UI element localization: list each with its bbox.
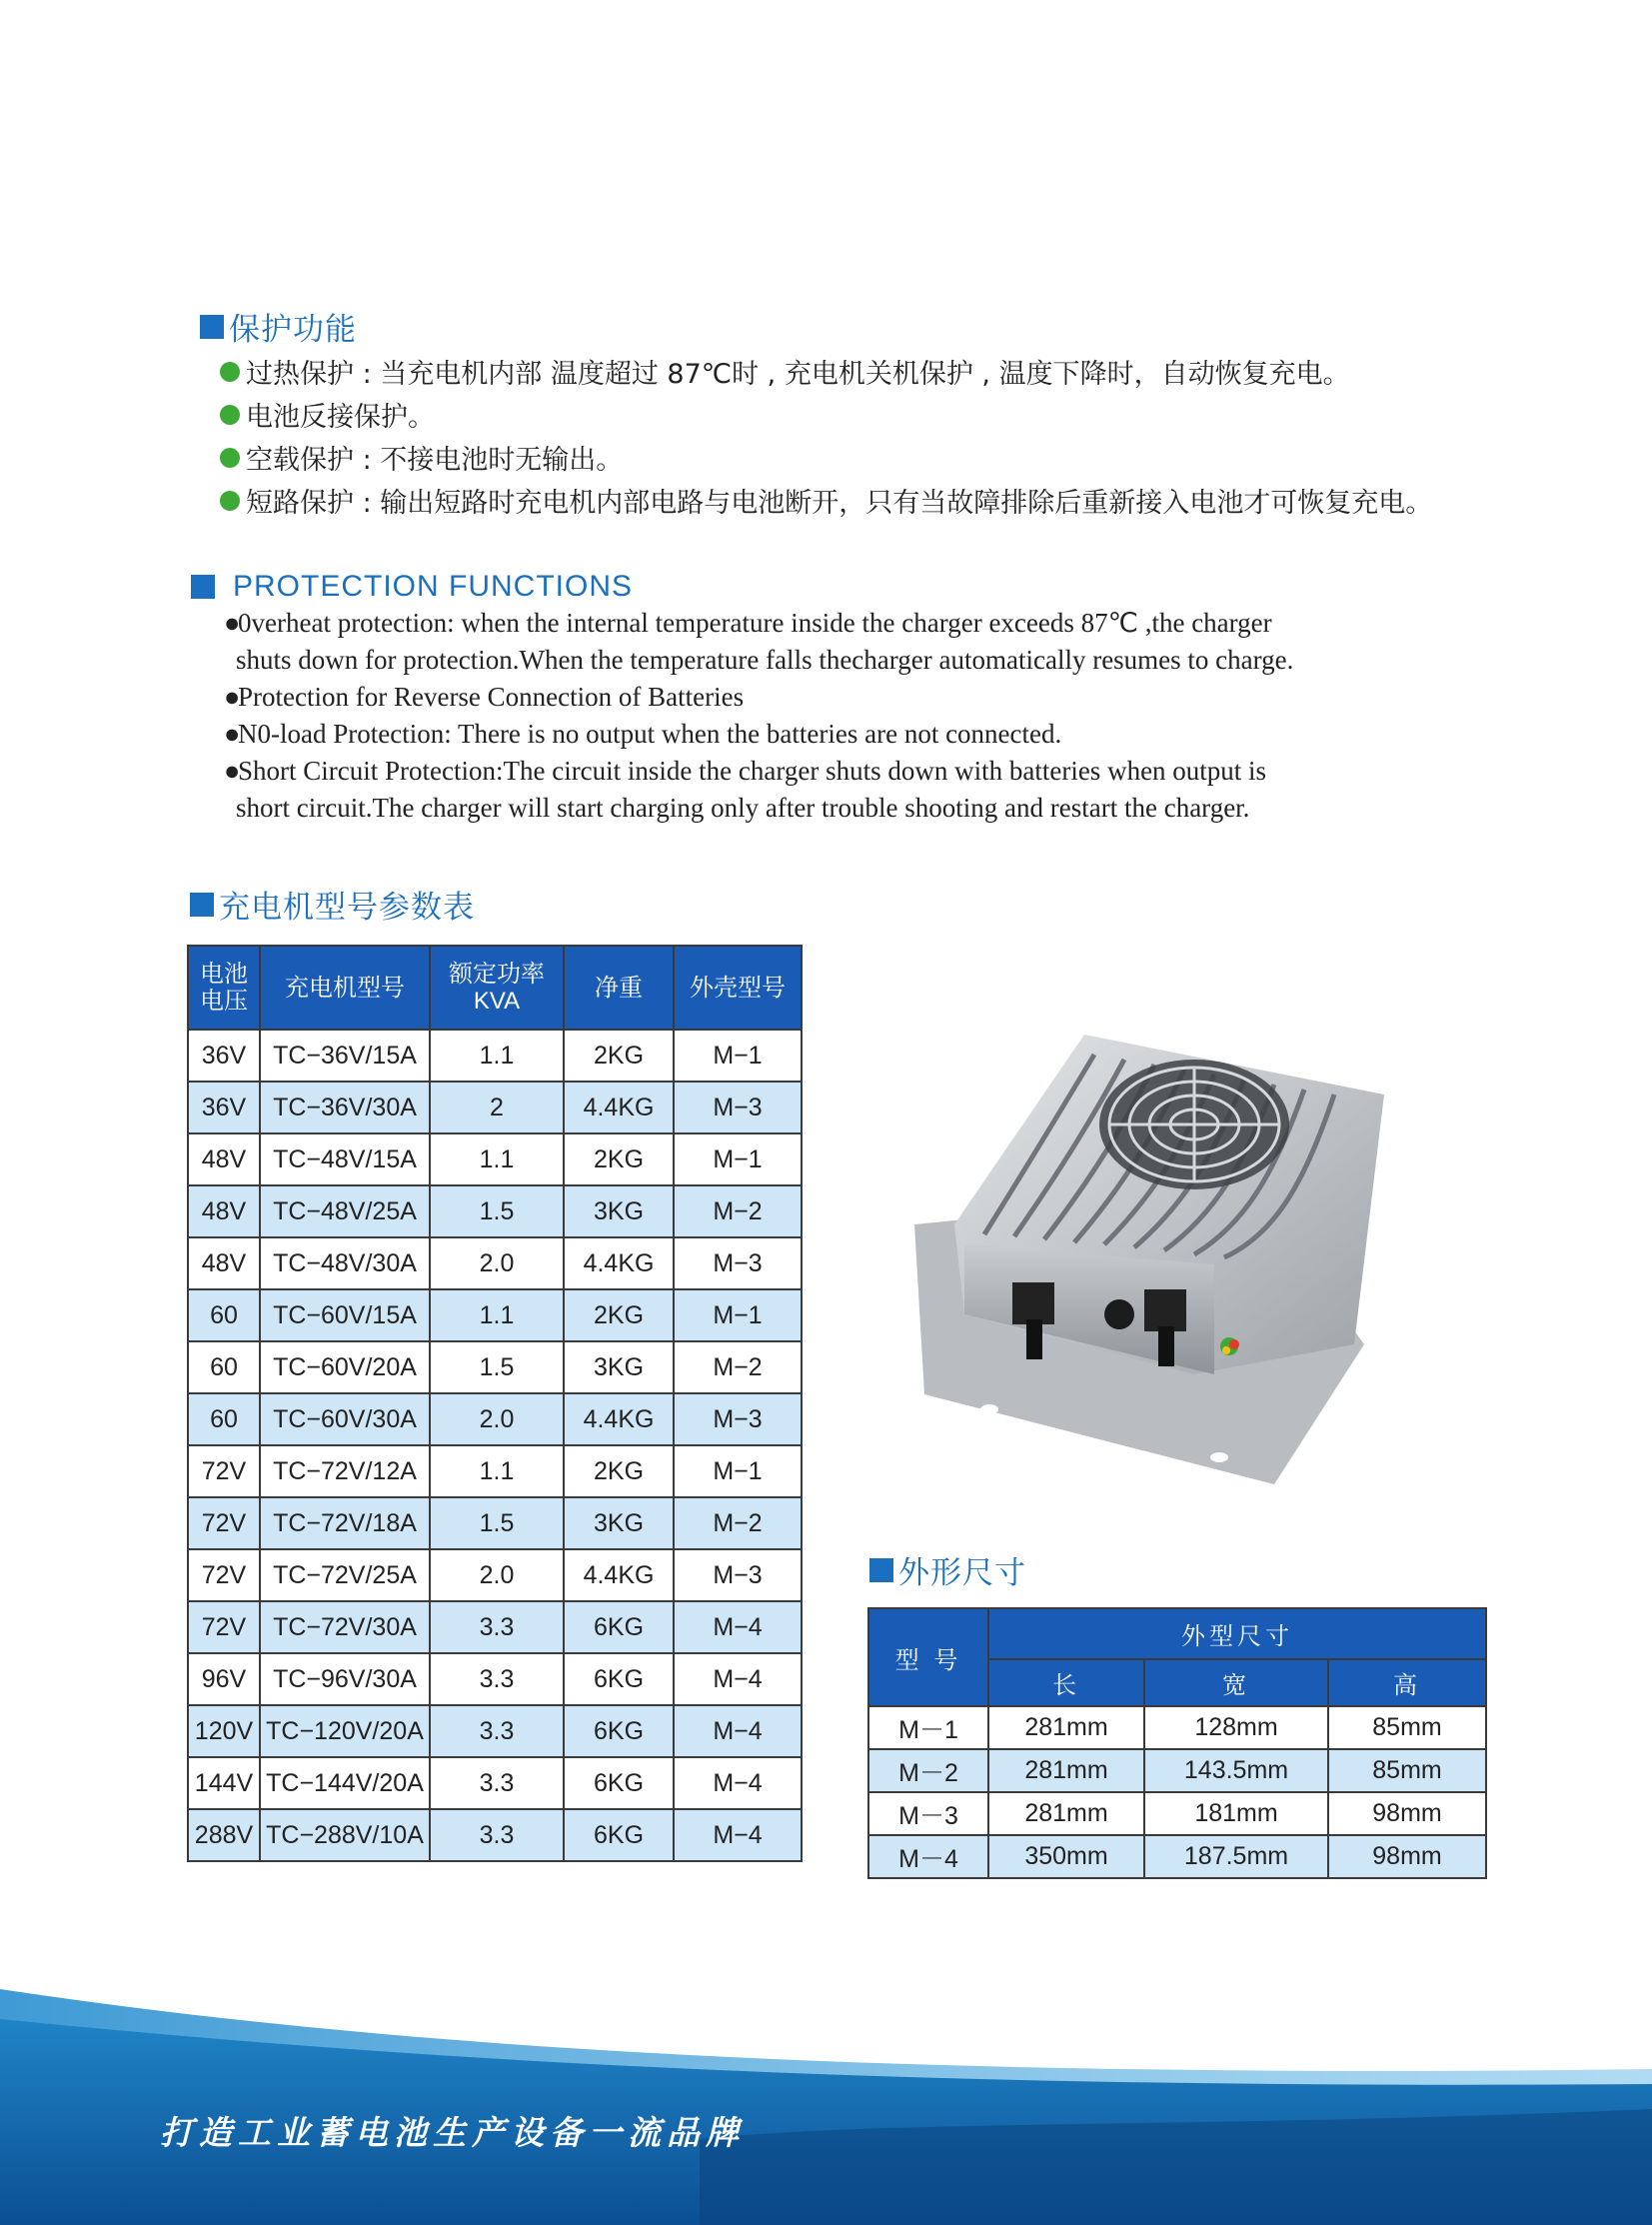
table-cell: 6KG — [564, 1809, 674, 1861]
table-cell: 6KG — [564, 1653, 674, 1705]
table-cell: 1.5 — [430, 1185, 564, 1237]
table-row — [188, 1030, 802, 1082]
table-cell: M－2 — [868, 1749, 988, 1792]
footer-slogan: 打造工业蓄电池生产设备一流品牌 — [160, 2113, 745, 2152]
table-row — [868, 1792, 1486, 1835]
table-row — [188, 1549, 802, 1601]
table-cell: M−4 — [674, 1809, 802, 1861]
green-dot-icon — [220, 491, 240, 511]
header-shell-model: 外壳型号 — [674, 946, 802, 1030]
table-cell: M−3 — [674, 1393, 802, 1445]
list-item: 空载保护 : 不接电池时无输出。 — [220, 436, 1432, 479]
bullet-dot-icon: ● — [224, 719, 241, 749]
table-row — [188, 1705, 802, 1757]
table-cell: TC−48V/15A — [260, 1133, 430, 1185]
table-row — [188, 1393, 802, 1445]
table-row — [188, 1289, 802, 1341]
list-item: 短路保护 : 输出短路时充电机内部电路与电池断开，只有当故障排除后重新接入电池才可恢复充电。 — [220, 479, 1432, 522]
table-cell: TC−96V/30A — [260, 1653, 430, 1705]
table-row — [188, 1497, 802, 1549]
table-cell: M－4 — [868, 1835, 988, 1878]
table-cell: TC−48V/30A — [260, 1237, 430, 1289]
table-cell: TC−60V/15A — [260, 1289, 430, 1341]
header-height: 高 — [1328, 1659, 1486, 1706]
table-cell: M−3 — [674, 1082, 802, 1133]
table-cell: 98mm — [1328, 1835, 1486, 1878]
table-cell: 36V — [188, 1082, 260, 1133]
table-cell: 350mm — [988, 1835, 1144, 1878]
header-charger-model: 充电机型号 — [260, 946, 430, 1030]
table-cell: TC−72V/12A — [260, 1445, 430, 1497]
footer-wave — [0, 1959, 1652, 2225]
table-cell: 128mm — [1144, 1706, 1328, 1749]
table-cell: 3.3 — [430, 1757, 564, 1809]
table-cell: 48V — [188, 1133, 260, 1185]
table-cell: 3.3 — [430, 1705, 564, 1757]
table-cell: 1.1 — [430, 1445, 564, 1497]
table-cell: TC−60V/30A — [260, 1393, 430, 1445]
table-cell: M−4 — [674, 1601, 802, 1653]
table-row — [188, 1653, 802, 1705]
table-cell: 48V — [188, 1237, 260, 1289]
square-bullet-icon — [190, 893, 214, 917]
square-bullet-icon — [191, 575, 215, 599]
table-cell: TC−72V/18A — [260, 1497, 430, 1549]
table-row — [188, 1237, 802, 1289]
table-row — [188, 1445, 802, 1497]
table-cell: 60 — [188, 1393, 260, 1445]
table-cell: 4.4KG — [564, 1082, 674, 1133]
table-row — [188, 1341, 802, 1393]
table-cell: M−2 — [674, 1497, 802, 1549]
table-cell: 72V — [188, 1549, 260, 1601]
table-cell: 1.5 — [430, 1341, 564, 1393]
table-cell: 98mm — [1328, 1792, 1486, 1835]
bullet-dot-icon: ● — [224, 756, 241, 786]
table-cell: M−1 — [674, 1133, 802, 1185]
charger-spec-table — [187, 945, 803, 1862]
table-cell: 1.5 — [430, 1497, 564, 1549]
charger-product-image — [894, 1015, 1414, 1494]
section-title-protection-en: PROTECTION FUNCTIONS — [191, 570, 633, 604]
list-item: 过热保护 : 当充电机内部 温度超过 87℃时 , 充电机关机保护 , 温度下降时，自动恢复充电。 — [220, 350, 1432, 393]
table-cell: TC−36V/30A — [260, 1082, 430, 1133]
table-row — [188, 1133, 802, 1185]
header-battery-voltage: 电池 电压 — [188, 946, 260, 1030]
table-cell: TC−120V/20A — [260, 1705, 430, 1757]
table-cell: 4.4KG — [564, 1549, 674, 1601]
table-cell: 3.3 — [430, 1653, 564, 1705]
section-title-dimensions: 外形尺寸 — [869, 1547, 1026, 1592]
green-dot-icon — [220, 362, 240, 382]
protection-list-cn — [220, 350, 1432, 522]
table-cell: 1.1 — [430, 1030, 564, 1082]
protection-list-en — [224, 605, 1293, 827]
table-cell: 48V — [188, 1185, 260, 1237]
table-cell: 96V — [188, 1653, 260, 1705]
table-cell: M−3 — [674, 1549, 802, 1601]
table-cell: 2KG — [564, 1289, 674, 1341]
table-cell: 36V — [188, 1030, 260, 1082]
square-bullet-icon — [869, 1558, 893, 1582]
list-item: ●Protection for Reverse Connection of Batteries — [224, 679, 1293, 716]
table-cell: M−4 — [674, 1757, 802, 1809]
green-dot-icon — [220, 448, 240, 468]
table-cell: 2.0 — [430, 1237, 564, 1289]
green-dot-icon — [220, 405, 240, 425]
table-cell: M−1 — [674, 1289, 802, 1341]
section-title-spec-table: 充电机型号参数表 — [190, 882, 475, 927]
table-cell: M−1 — [674, 1445, 802, 1497]
header-model: 型 号 — [868, 1608, 988, 1706]
table-cell: 4.4KG — [564, 1393, 674, 1445]
table-cell: M−2 — [674, 1185, 802, 1237]
table-cell: 143.5mm — [1144, 1749, 1328, 1792]
table-row — [868, 1749, 1486, 1792]
table-cell: TC−36V/15A — [260, 1030, 430, 1082]
table-cell: M－1 — [868, 1706, 988, 1749]
table-row — [868, 1706, 1486, 1749]
table-cell: M−4 — [674, 1705, 802, 1757]
table-cell: 72V — [188, 1601, 260, 1653]
section-title-protection-cn: 保护功能 — [200, 304, 357, 349]
table-cell: TC−144V/20A — [260, 1757, 430, 1809]
table-cell: 187.5mm — [1144, 1835, 1328, 1878]
table-cell: TC−72V/30A — [260, 1601, 430, 1653]
header-dimensions: 外型尺寸 — [988, 1608, 1486, 1659]
table-cell: TC−60V/20A — [260, 1341, 430, 1393]
table-cell: 6KG — [564, 1757, 674, 1809]
table-cell: M−2 — [674, 1341, 802, 1393]
table-cell: 288V — [188, 1809, 260, 1861]
table-cell: 181mm — [1144, 1792, 1328, 1835]
table-header-row — [188, 946, 802, 1030]
table-row — [188, 1757, 802, 1809]
table-cell: 3.3 — [430, 1809, 564, 1861]
bullet-dot-icon: ● — [224, 682, 241, 712]
table-cell: 2.0 — [430, 1549, 564, 1601]
table-cell: 3.3 — [430, 1601, 564, 1653]
table-cell: M−1 — [674, 1030, 802, 1082]
table-cell: 6KG — [564, 1705, 674, 1757]
header-length: 长 — [988, 1659, 1144, 1706]
dimension-table — [867, 1607, 1487, 1879]
list-item: ●N0-load Protection: There is no output when the batteries are not connected. — [224, 716, 1293, 753]
table-cell: TC−48V/25A — [260, 1185, 430, 1237]
table-cell: 85mm — [1328, 1749, 1486, 1792]
table-row — [868, 1835, 1486, 1878]
table-cell: 2KG — [564, 1030, 674, 1082]
table-cell: M−3 — [674, 1237, 802, 1289]
table-cell: 4.4KG — [564, 1237, 674, 1289]
bullet-dot-icon: ● — [224, 608, 241, 638]
table-cell: 6KG — [564, 1601, 674, 1653]
table-cell: 281mm — [988, 1792, 1144, 1835]
table-cell: 281mm — [988, 1749, 1144, 1792]
square-bullet-icon — [200, 315, 224, 339]
table-cell: 72V — [188, 1497, 260, 1549]
table-row — [188, 1185, 802, 1237]
table-cell: TC−72V/25A — [260, 1549, 430, 1601]
table-cell: 3KG — [564, 1497, 674, 1549]
list-item: ●Short Circuit Protection:The circuit inside the charger shuts down with batteries when output is short circuit.The charger will start charging only after trouble shooting and restart the charger. — [224, 753, 1293, 827]
table-cell: 60 — [188, 1289, 260, 1341]
header-net-weight: 净重 — [564, 946, 674, 1030]
header-width: 宽 — [1144, 1659, 1328, 1706]
table-cell: 1.1 — [430, 1289, 564, 1341]
table-cell: 3KG — [564, 1185, 674, 1237]
table-cell: M−4 — [674, 1653, 802, 1705]
table-cell: 144V — [188, 1757, 260, 1809]
table-cell: 2 — [430, 1082, 564, 1133]
table-row — [188, 1809, 802, 1861]
table-cell: 281mm — [988, 1706, 1144, 1749]
table-cell: M－3 — [868, 1792, 988, 1835]
table-cell: TC−288V/10A — [260, 1809, 430, 1861]
table-cell: 85mm — [1328, 1706, 1486, 1749]
table-cell: 60 — [188, 1341, 260, 1393]
list-item: 电池反接保护。 — [220, 393, 1432, 436]
table-cell: 2KG — [564, 1445, 674, 1497]
table-row — [188, 1082, 802, 1133]
table-cell: 72V — [188, 1445, 260, 1497]
table-header-row — [868, 1608, 1486, 1659]
table-cell: 1.1 — [430, 1133, 564, 1185]
table-cell: 120V — [188, 1705, 260, 1757]
table-cell: 2.0 — [430, 1393, 564, 1445]
header-rated-power: 额定功率 KVA — [430, 946, 564, 1030]
table-cell: 3KG — [564, 1341, 674, 1393]
table-row — [188, 1601, 802, 1653]
table-cell: 2KG — [564, 1133, 674, 1185]
list-item: ●0verheat protection: when the internal temperature inside the charger exceeds 87℃ ,the charger shuts down for protection.When the temperature falls thecharger automatically resumes to charge. — [224, 605, 1293, 679]
